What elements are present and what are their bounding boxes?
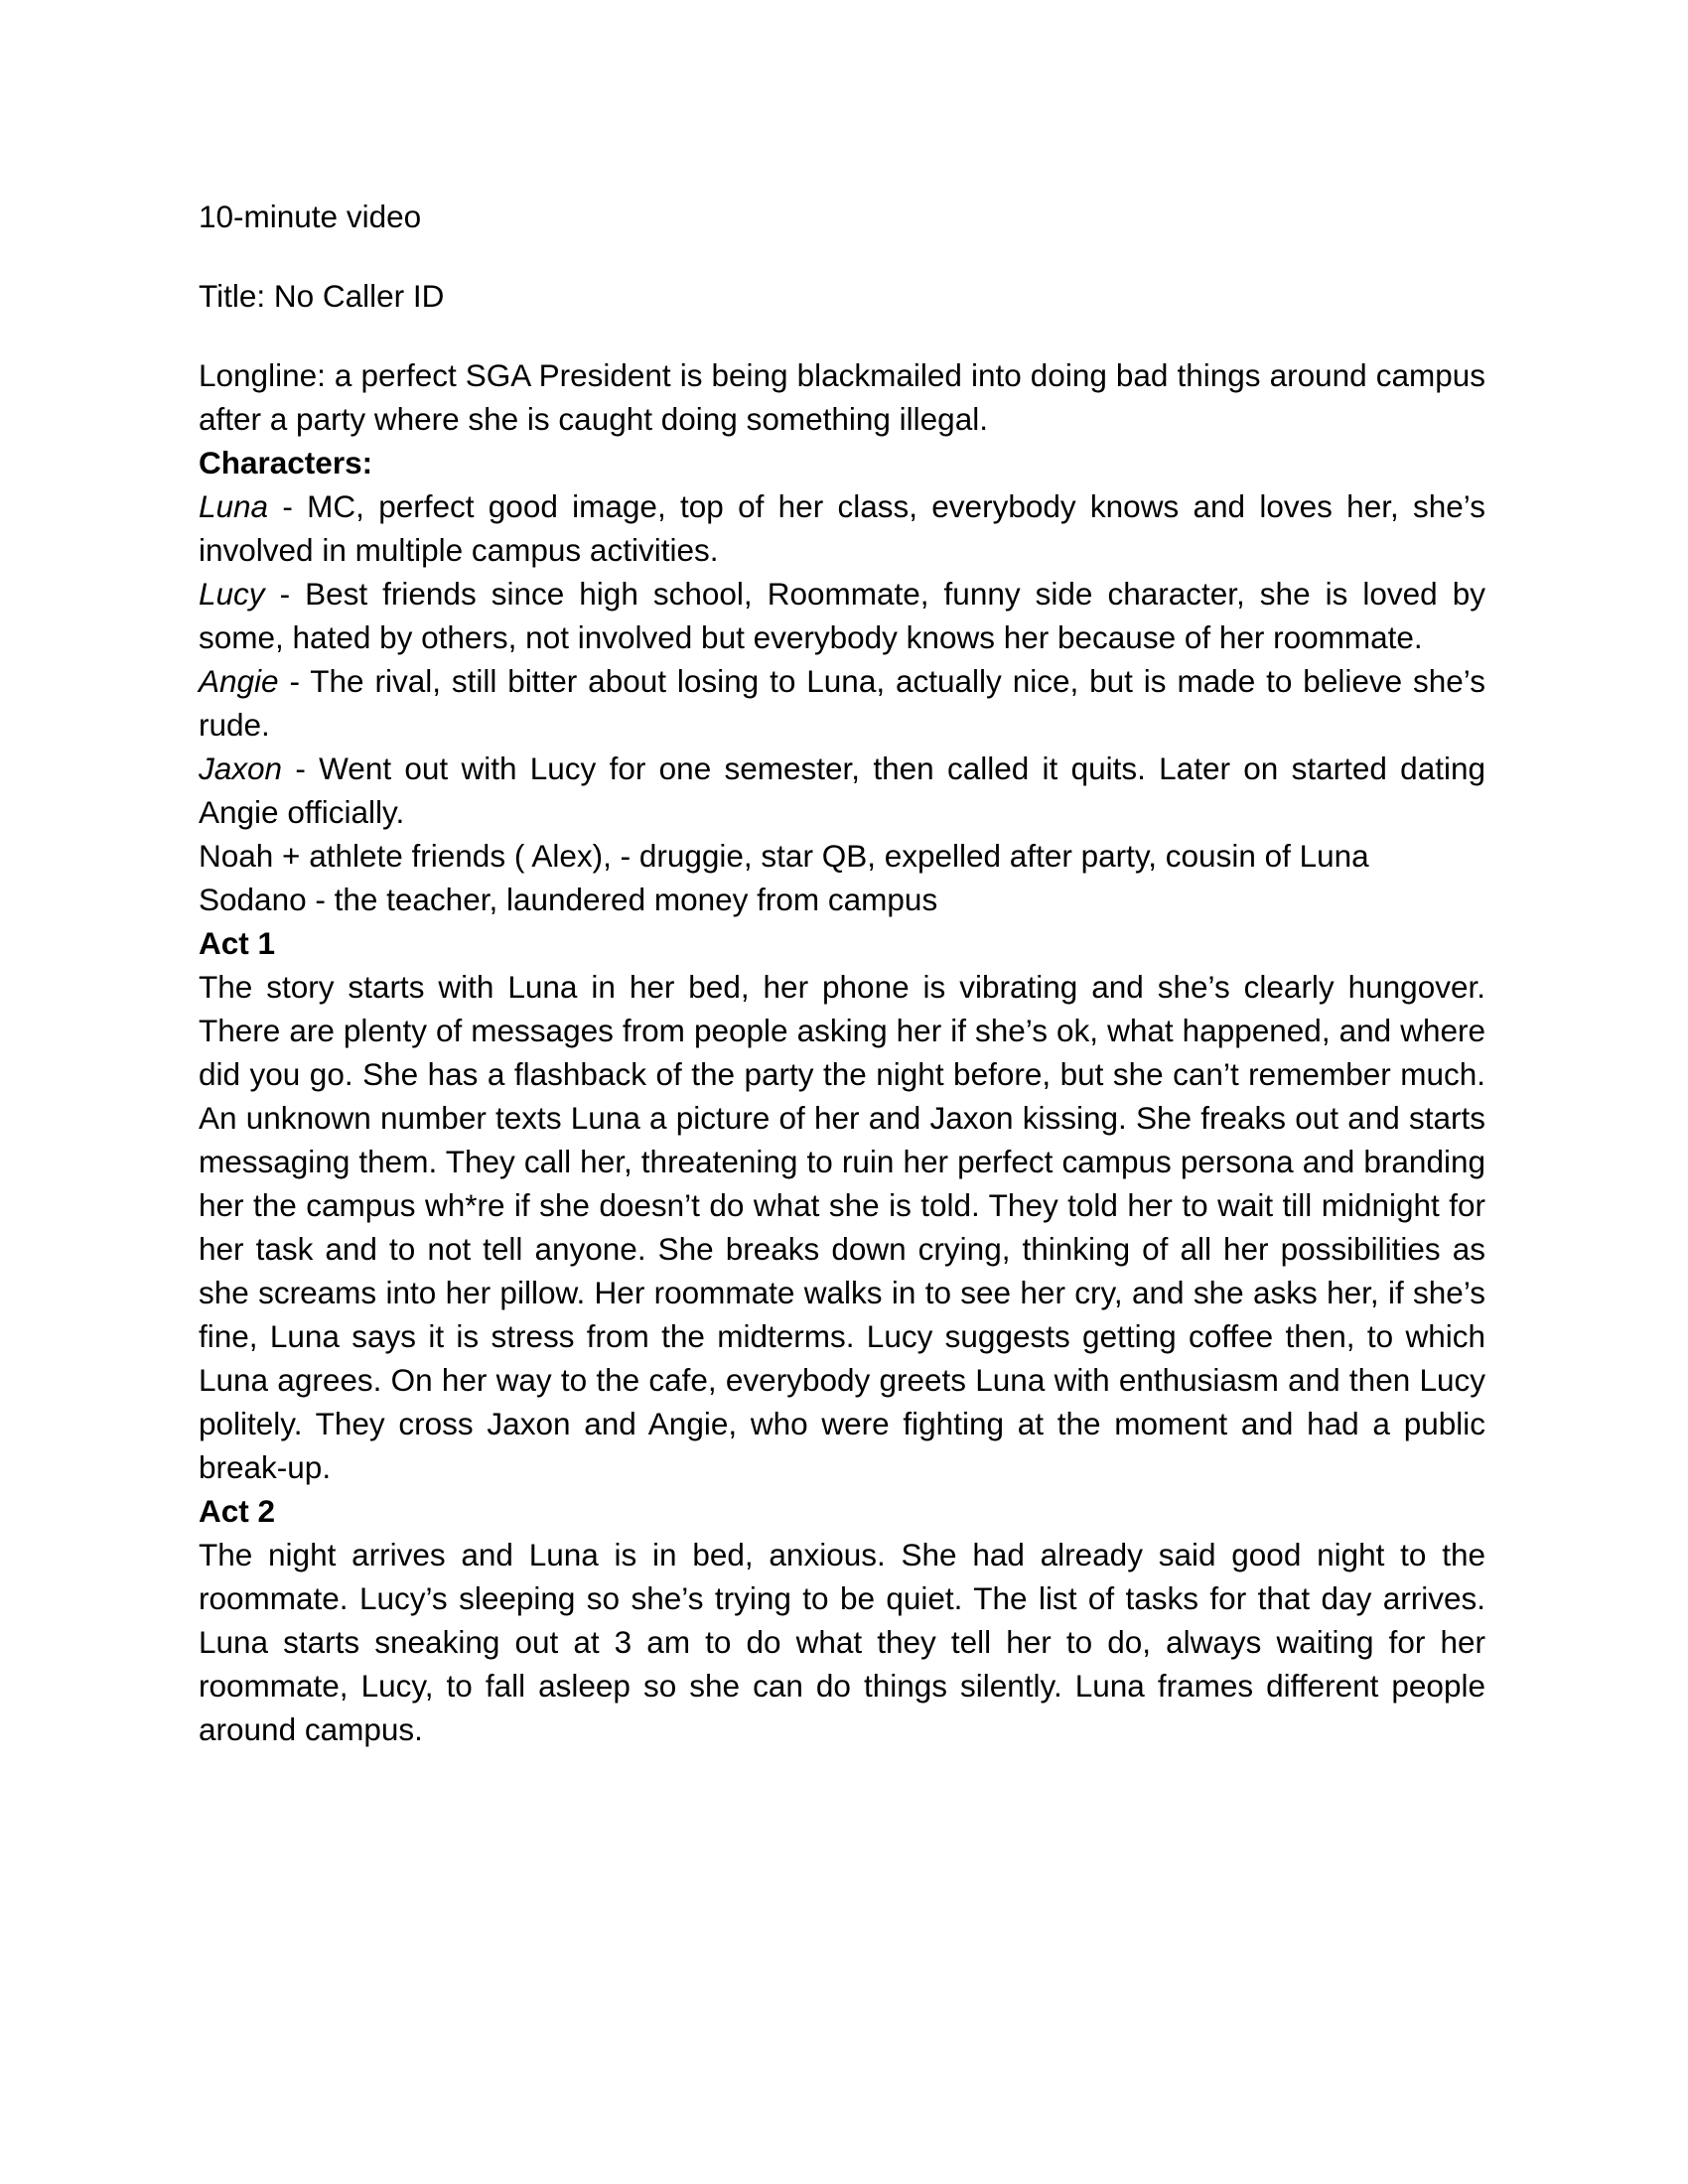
longline-paragraph: Longline: a perfect SGA President is being blackmailed into doing bad things around campus after a party where she is caught doing something illegal. (199, 357, 1485, 437)
act-1-heading: Act 1 (199, 925, 276, 961)
character-name: Jaxon (199, 751, 283, 786)
character-entry-angie (199, 659, 1485, 747)
character-entry-lucy (199, 572, 1485, 659)
character-entry-luna (199, 484, 1485, 572)
video-length-line: 10-minute video (199, 199, 422, 234)
character-entry-noah: Noah + athlete friends ( Alex), - druggie, star QB, expelled after party, cousin of Luna (199, 838, 1369, 874)
act-2-heading: Act 2 (199, 1493, 276, 1529)
character-entry-jaxon (199, 747, 1485, 834)
character-name: Lucy (199, 576, 265, 612)
character-entry-sodano: Sodano - the teacher, laundered money from campus (199, 882, 938, 917)
character-name: Angie (199, 663, 279, 699)
act-1-body: The story starts with Luna in her bed, her phone is vibrating and she’s clearly hungover. There are plenty of messages from people asking her if she’s ok, what happened, and where did you go. She has a flashback of the party the night before, but she can’t remember much. An unknown number texts Luna a picture of her and Jaxon kissing. She freaks out and starts messaging them. They call her, threatening to ruin her perfect campus persona and branding her the campus wh*re if she doesn’t do what she is told. They told her to wait till midnight for her task and to not tell anyone. She breaks down crying, thinking of all her possibilities as she screams into her pillow. Her roommate walks in to see her cry, and she asks her, if she’s fine, Luna says it is stress from the midterms. Lucy suggests getting coffee then, to which Luna agrees. On her way to the cafe, everybody greets Luna with enthusiasm and then Lucy politely. They cross Jaxon and Angie, who were fighting at the moment and had a public break-up. (199, 969, 1485, 1485)
character-description: - MC, perfect good image, top of her class, everybody knows and loves her, she’s involved in multiple campus activities. (199, 488, 1485, 568)
character-description: - Best friends since high school, Roommate, funny side character, she is loved by some, hated by others, not involved but everybody knows her because of her roommate. (199, 576, 1485, 655)
document-page (199, 195, 1485, 1751)
characters-list (199, 484, 1485, 921)
character-description: - Went out with Lucy for one semester, then called it quits. Later on started dating Angie officially. (199, 751, 1485, 830)
character-name: Luna (199, 488, 269, 524)
act-2-body: The night arrives and Luna is in bed, anxious. She had already said good night to the roommate. Lucy’s sleeping so she’s trying to be quiet. The list of tasks for that day arrives. Luna starts sneaking out at 3 am to do what they tell her to do, always waiting for her roommate, Lucy, to fall asleep so she can do things silently. Luna frames different people around campus. (199, 1537, 1485, 1747)
characters-heading: Characters: (199, 445, 373, 480)
character-description: - The rival, still bitter about losing to Luna, actually nice, but is made to believe she’s rude. (199, 663, 1485, 743)
title-line: Title: No Caller ID (199, 278, 445, 314)
